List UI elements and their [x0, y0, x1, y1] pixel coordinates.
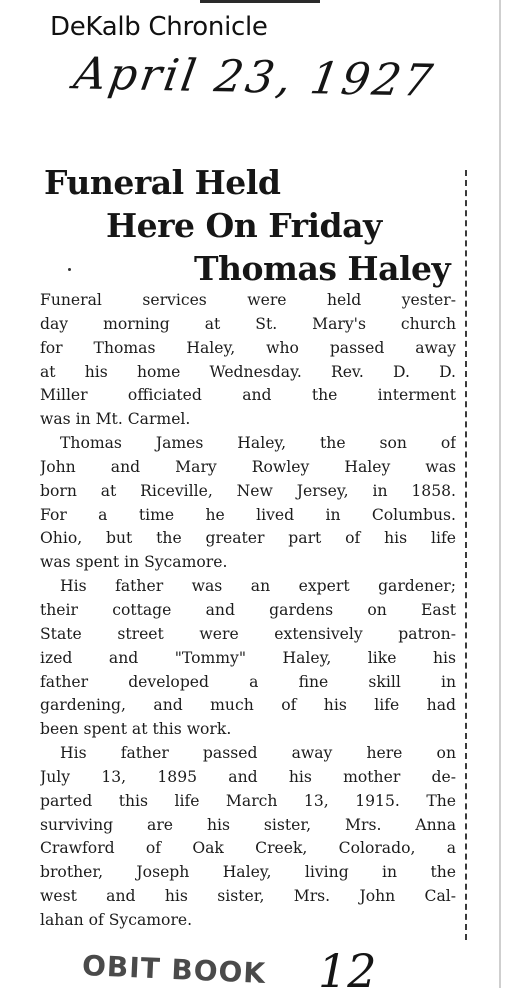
- body-line: parted this life March 13, 1915. The: [40, 791, 456, 810]
- body-line: for Thomas Haley, who passed away: [40, 338, 456, 357]
- body-line: For a time he lived in Columbus.: [40, 505, 456, 524]
- page-edge: [499, 0, 501, 988]
- body-line: at his home Wednesday. Rev. D. D.: [40, 362, 456, 381]
- body-line: father developed a fine skill in: [40, 672, 456, 691]
- body-line: ized and "Tommy" Haley, like his: [40, 648, 456, 667]
- body-line: their cottage and gardens on East: [40, 600, 456, 619]
- body-line: Funeral services were held yester-: [40, 291, 456, 309]
- body-line: Thomas James Haley, the son of: [60, 434, 456, 453]
- body-line: Ohio, but the greater part of his life: [40, 529, 456, 548]
- column-rule: [465, 170, 467, 940]
- body-line: John and Mary Rowley Haley was: [40, 457, 456, 476]
- body-line: July 13, 1895 and his mother de-: [40, 767, 456, 786]
- headline-line-1: Funeral Held: [44, 163, 281, 202]
- body-line: gardening, and much of his life had: [40, 696, 456, 715]
- body-line: was in Mt. Carmel.: [40, 410, 191, 429]
- body-line: been spent at this work.: [40, 720, 232, 739]
- headline-line-2: Here On Friday: [106, 206, 382, 245]
- body-line: day morning at St. Mary's church: [40, 314, 456, 333]
- body-line: lahan of Sycamore.: [40, 910, 193, 929]
- source-label: DeKalb Chronicle: [50, 12, 268, 42]
- headline-line-3: Thomas Haley: [194, 249, 451, 288]
- body-line: Miller officiated and the interment: [40, 386, 456, 405]
- body-line: surviving are his sister, Mrs. Anna: [40, 815, 456, 834]
- body-line: west and his sister, Mrs. John Cal-: [40, 887, 456, 906]
- body-line: born at Riceville, New Jersey, in 1858.: [40, 481, 456, 500]
- body-line: His father passed away here on: [60, 744, 456, 763]
- body-line: brother, Joseph Haley, living in the: [40, 863, 456, 882]
- obituary-body: [40, 289, 456, 933]
- obit-book-number: 12: [318, 944, 377, 988]
- body-line: His father was an expert gardener;: [60, 577, 456, 596]
- body-line: was spent in Sycamore.: [40, 553, 228, 572]
- body-line: State street were extensively patron-: [40, 624, 456, 643]
- obit-book-stamp: OBIT BOOK: [81, 949, 267, 990]
- body-line: Crawford of Oak Creek, Colorado, a: [40, 839, 456, 858]
- top-rule: [200, 0, 320, 3]
- handwritten-date: April 23, 1927: [70, 48, 439, 107]
- ink-speck: [68, 268, 71, 271]
